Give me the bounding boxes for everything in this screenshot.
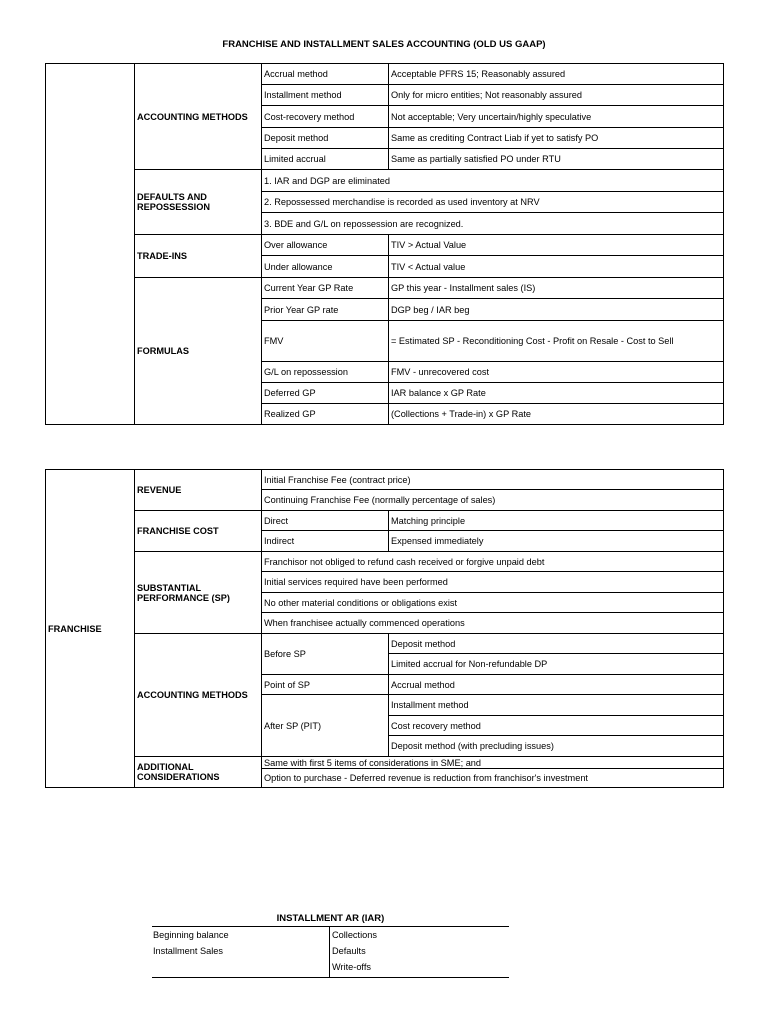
formula-key: FMV [262,321,389,362]
franchise-cost-label: FRANCHISE COST [135,511,262,552]
formula-value: IAR balance x GP Rate [389,383,724,404]
method-desc-cell: Acceptable PFRS 15; Reasonably assured [389,64,724,85]
additional-item: Option to purchase - Deferred revenue is reduction from franchisor's investment [262,769,724,788]
franchise-table [45,469,724,788]
method-desc-cell: Only for micro entities; Not reasonably assured [389,85,724,106]
page-title: FRANCHISE AND INSTALLMENT SALES ACCOUNTING (OLD US GAAP) [222,39,546,50]
method-cell: Accrual method [262,64,389,85]
before-sp-item: Deposit method [389,634,724,654]
method-cell: Cost-recovery method [262,106,389,128]
sp-item: When franchisee actually commenced operations [262,613,724,634]
additional-considerations-label: ADDITIONAL CONSIDERATIONS [135,757,262,788]
formula-value: FMV - unrecovered cost [389,362,724,383]
formula-key: Deferred GP [262,383,389,404]
after-sp-item: Cost recovery method [389,716,724,736]
defaults-item: 1. IAR and DGP are eliminated [262,170,724,192]
t-account-divider [329,927,330,977]
trade-in-value: TIV > Actual Value [389,235,724,256]
t-account-credits [332,927,377,975]
method-cell: Installment method [262,85,389,106]
cost-key: Indirect [262,531,389,552]
formula-key: G/L on repossession [262,362,389,383]
after-sp-item: Installment method [389,695,724,716]
formula-value: DGP beg / IAR beg [389,299,724,321]
defaults-item: 2. Repossessed merchandise is recorded as used inventory at NRV [262,192,724,213]
before-sp-item: Limited accrual for Non-refundable DP [389,654,724,675]
franchise-methods-label: ACCOUNTING METHODS [135,634,262,757]
franchise-label: FRANCHISE [46,470,135,788]
additional-item: Same with first 5 items of considerations in SME; and [262,757,724,769]
debit-entry: Beginning balance [153,930,229,940]
formula-value: GP this year - Installment sales (IS) [389,278,724,299]
sp-item: Initial services required have been performed [262,572,724,593]
point-sp-key: Point of SP [262,675,389,695]
revenue-item: Continuing Franchise Fee (normally percentage of sales) [262,490,724,511]
method-desc-cell: Not acceptable; Very uncertain/highly speculative [389,106,724,128]
accounting-methods-label: ACCOUNTING METHODS [135,64,262,170]
installment-sales-table [45,63,724,425]
formulas-label: FORMULAS [135,278,262,425]
credit-entry: Defaults [332,946,366,956]
t-account-title: INSTALLMENT AR (IAR) [276,913,385,924]
t-account-debits [153,927,229,959]
formula-key: Realized GP [262,404,389,425]
method-desc-cell: Same as crediting Contract Liab if yet to satisfy PO [389,128,724,149]
debit-entry: Installment Sales [153,946,223,956]
formula-key: Current Year GP Rate [262,278,389,299]
trade-in-key: Under allowance [262,256,389,278]
trade-in-key: Over allowance [262,235,389,256]
formula-value: (Collections + Trade-in) x GP Rate [389,404,724,425]
formula-value: = Estimated SP - Reconditioning Cost - Profit on Resale - Cost to Sell [389,321,724,362]
method-cell: Limited accrual [262,149,389,170]
revenue-label: REVENUE [135,470,262,511]
blank-category-cell [46,64,135,425]
trade-in-value: TIV < Actual value [389,256,724,278]
trade-ins-label: TRADE-INS [135,235,262,278]
after-sp-key: After SP (PIT) [262,695,389,757]
formula-key: Prior Year GP rate [262,299,389,321]
method-desc-cell: Same as partially satisfied PO under RTU [389,149,724,170]
credit-entry: Collections [332,930,377,940]
sp-item: No other material conditions or obligations exist [262,593,724,613]
before-sp-key: Before SP [262,634,389,675]
revenue-item: Initial Franchise Fee (contract price) [262,470,724,490]
after-sp-item: Deposit method (with precluding issues) [389,736,724,757]
point-sp-value: Accrual method [389,675,724,695]
t-account [152,926,509,978]
cost-value: Expensed immediately [389,531,724,552]
credit-entry: Write-offs [332,962,371,972]
cost-value: Matching principle [389,511,724,531]
sp-label: SUBSTANTIAL PERFORMANCE (SP) [135,552,262,634]
sp-item: Franchisor not obliged to refund cash received or forgive unpaid debt [262,552,724,572]
method-cell: Deposit method [262,128,389,149]
defaults-item: 3. BDE and G/L on repossession are recognized. [262,213,724,235]
defaults-repossession-label: DEFAULTS AND REPOSSESSION [135,170,262,235]
cost-key: Direct [262,511,389,531]
